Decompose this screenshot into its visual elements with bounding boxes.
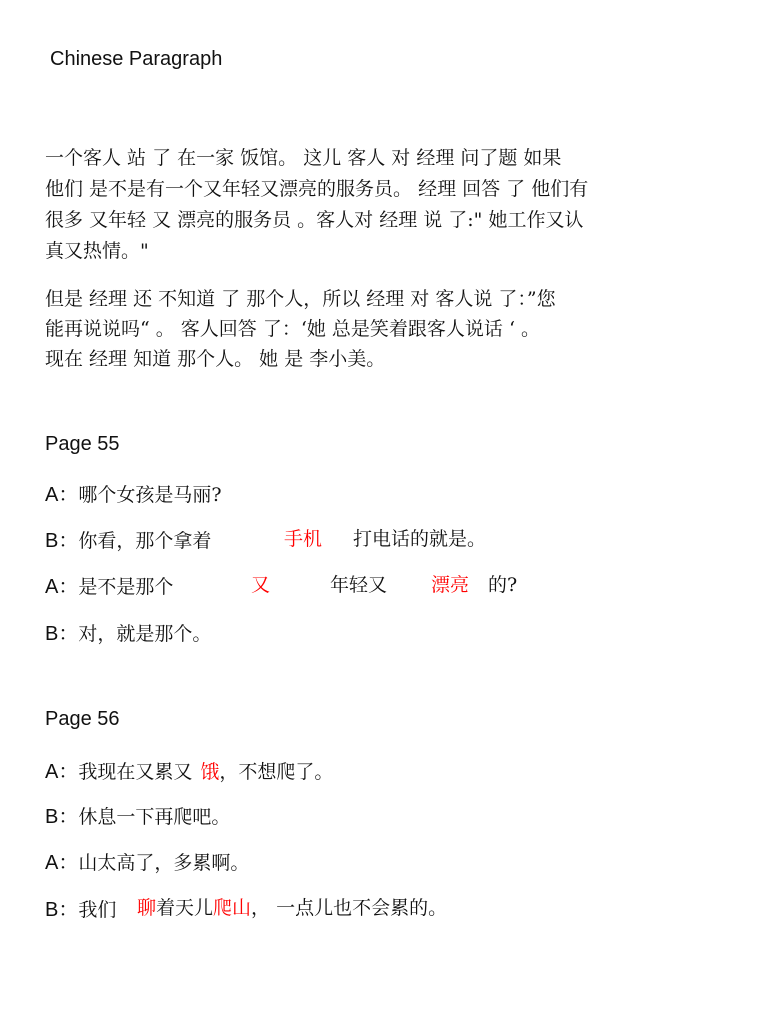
answer-word: 饿 [200, 761, 220, 783]
dialogue-line [45, 755, 333, 784]
answer-word: 聊 [137, 897, 157, 919]
document-title: Chinese Paragraph [50, 48, 223, 70]
dialogue-line [45, 478, 222, 507]
dialogue-line [45, 524, 211, 553]
page-56-heading: Page 56 [45, 708, 120, 730]
speaker-label: B： [45, 530, 79, 552]
speaker-label: A： [45, 484, 79, 506]
dialogue-text: 我现在又累又 [78, 761, 193, 783]
dialogue-text: 是不是那个 [78, 576, 174, 598]
dialogue-text: 年轻又 [330, 574, 388, 596]
dialogue-text: 对，就是那个。 [78, 623, 212, 645]
dialogue-text: 你看，那个拿着 [78, 530, 212, 552]
dialogue-line [45, 846, 249, 875]
dialogue-text: 哪个女孩是马丽? [78, 484, 222, 506]
dialogue-line [137, 893, 447, 920]
dialogue-text: 我们 [78, 899, 117, 921]
answer-word: 漂亮 [431, 574, 470, 596]
page-55-heading: Page 55 [45, 433, 120, 455]
dialogue-line [45, 800, 230, 829]
paragraph-1-line-4: 真又热情。" [45, 240, 149, 262]
dialogue-text: ， 一点儿也不会累的。 [251, 897, 448, 919]
speaker-label: A： [45, 761, 79, 783]
speaker-label: B： [45, 623, 79, 645]
dialogue-text: 打电话的就是。 [353, 528, 487, 550]
speaker-label: B： [45, 899, 79, 921]
speaker-label: B： [45, 806, 79, 828]
speaker-label: A： [45, 852, 79, 874]
answer-word: 又 [251, 574, 271, 596]
answer-word: 手机 [284, 528, 323, 550]
dialogue-text: 山太高了，多累啊。 [78, 852, 250, 874]
paragraph-1-line-3: 很多 又年轻 又 漂亮的服务员 。客人对 经理 说 了:" 她工作又认 [45, 209, 584, 231]
speaker-label: A： [45, 576, 79, 598]
paragraph-1-line-2: 他们 是不是有一个又年轻又漂亮的服务员。 经理 回答 了 他们有 [45, 178, 589, 200]
dialogue-line [45, 570, 173, 599]
paragraph-2-line-2: 能再说说吗“ 。 客人回答 了：‘她 总是笑着跟客人说话 ‘ 。 [45, 318, 541, 340]
paragraph-2-line-1: 但是 经理 还 不知道 了 那个人，所以 经理 对 客人说 了：”您 [45, 288, 556, 310]
answer-word: 爬山 [213, 897, 252, 919]
dialogue-line [45, 617, 211, 646]
dialogue-text: 的? [488, 574, 518, 596]
dialogue-text: ，不想爬了。 [219, 761, 334, 783]
dialogue-text: 休息一下再爬吧。 [78, 806, 231, 828]
dialogue-text: 着天儿 [156, 897, 214, 919]
dialogue-line [45, 893, 116, 922]
paragraph-1-line-1: 一个客人 站 了 在一家 饭馆。 这儿 客人 对 经理 问了题 如果 [45, 147, 562, 169]
paragraph-2-line-3: 现在 经理 知道 那个人。 她 是 李小美。 [45, 348, 386, 370]
